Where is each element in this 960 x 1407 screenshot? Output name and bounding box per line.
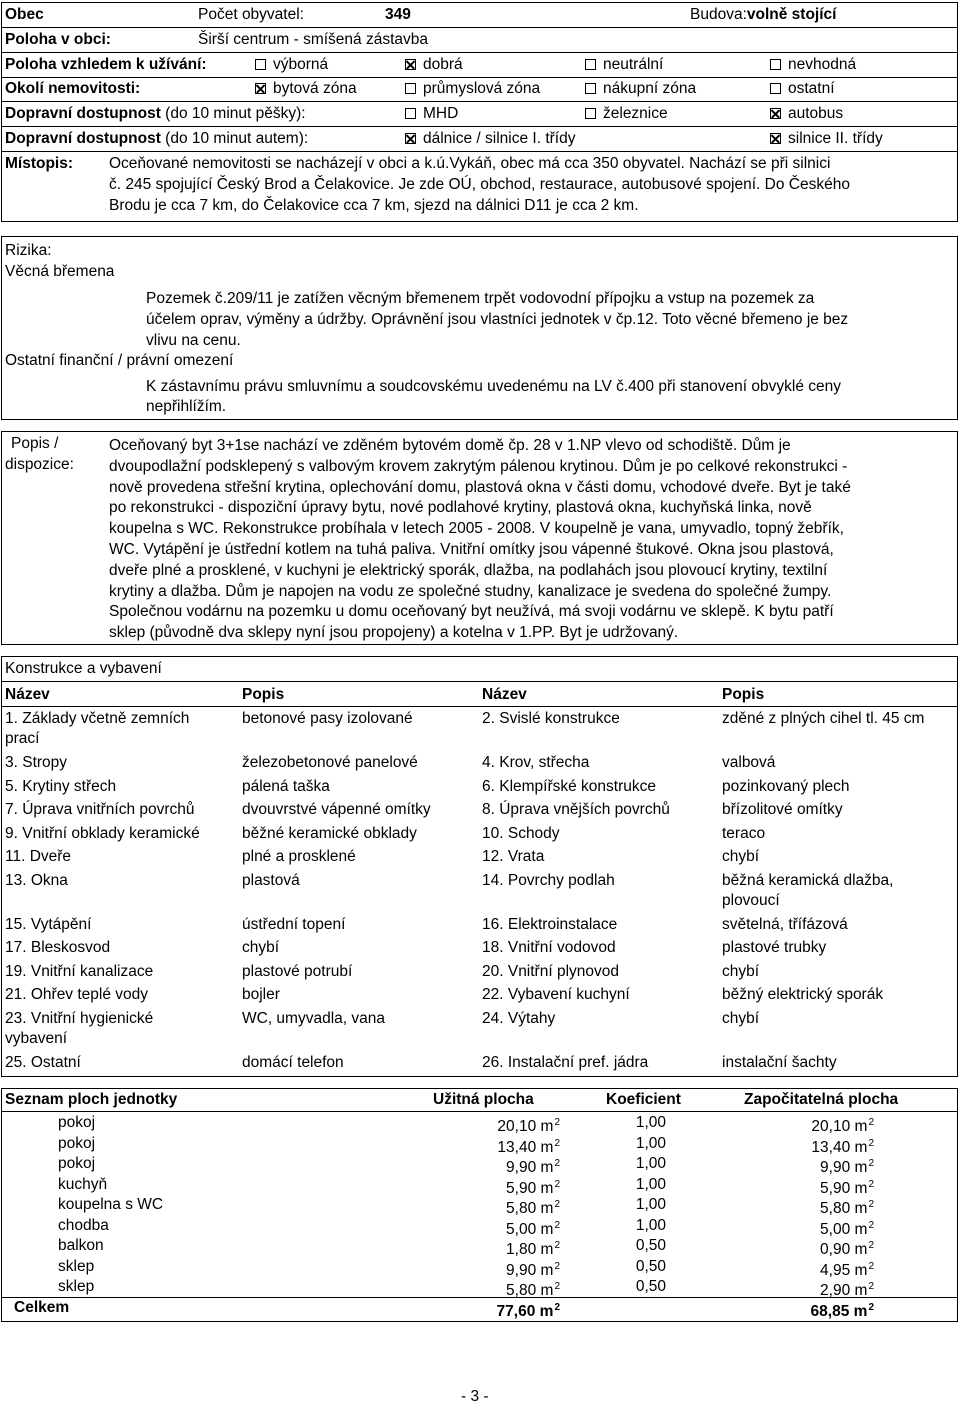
table-cell: 15. Vytápění — [5, 915, 92, 933]
checkbox-option[interactable] — [770, 55, 856, 75]
checkbox-icon[interactable] — [770, 83, 781, 94]
popis-label: Popis / — [11, 435, 59, 452]
table-cell: běžné keramické obklady — [242, 824, 417, 842]
popis-line: sklep (původně dva sklepy nyní jsou propojeny) a kotelna v 1.PP. Byt je udržovaný. — [109, 624, 679, 642]
doprava-autem-label — [5, 129, 308, 149]
checkbox-icon[interactable] — [255, 59, 266, 70]
pocet-obyvatel-value: 349 — [385, 6, 411, 23]
checkbox-option[interactable] — [405, 129, 575, 149]
checked-checkbox-icon[interactable] — [255, 83, 266, 94]
table-cell: 5. Krytiny střech — [5, 777, 117, 795]
popis-line: dvoupodlažní podsklepený s valbovým krovem zakrytým pálenou krytinou. Dům je po celkové rekonstrukci - — [109, 457, 848, 475]
budova — [690, 5, 836, 25]
table-cell: zděné z plných cihel tl. 45 cm — [722, 710, 925, 727]
checkbox-label: nákupní zóna — [603, 80, 697, 97]
plochy-total-counted-value: 68,85 — [810, 1303, 850, 1320]
unit-sup: 2 — [554, 1281, 560, 1292]
table-cell: pálená taška — [242, 777, 330, 795]
table-cell: plastové trubky — [722, 939, 827, 956]
table-row — [0, 824, 960, 848]
budova-value: volně stojící — [746, 6, 837, 23]
unit-sup: 2 — [868, 1302, 874, 1313]
table-cell: chybí — [242, 939, 280, 956]
popis-line: koupelna s WC. Rekonstrukce probíhala v letech 2005 - 2008. V koupelně je vana, umyvadlo, topný žebřík, — [109, 520, 844, 538]
okoli-label: Okolí nemovitosti: — [5, 80, 141, 97]
area-name: chodba — [58, 1216, 109, 1234]
area-name: pokoj — [58, 1155, 96, 1172]
unit-sup: 2 — [868, 1281, 874, 1292]
unit-sup: 2 — [554, 1219, 560, 1231]
konstrukce-title: Konstrukce a vybavení — [5, 660, 162, 677]
plochy-header-zapocitatelna: Započitatelná plocha — [744, 1091, 899, 1108]
table-cell: 12. Vrata — [482, 848, 545, 865]
checkbox-label: průmyslová zóna — [423, 80, 541, 97]
table-cell: vybavení — [5, 1029, 68, 1047]
unit: m — [854, 1138, 868, 1156]
checkbox-label: výborná — [273, 56, 329, 73]
table-cell: světelná, třífázová — [722, 915, 848, 933]
table-cell: 25. Ostatní — [5, 1053, 81, 1071]
plochy-header-uzitna: Užitná plocha — [433, 1091, 534, 1108]
plochy-total-area-value: 77,60 — [496, 1303, 536, 1320]
popis-line: krytiny a dlažba. Dům je napojen na vodu ze společné studny, kanalizace je svedena do společné žumpy. — [109, 582, 832, 600]
table-row — [0, 962, 960, 986]
table-row — [0, 1257, 960, 1277]
popis-line: Společnou vodárnu na pozemku u domu oceňovaný byt neužívá, má svoji vodárnu ve sklepě. K bytu patří — [109, 603, 834, 621]
obec-label: Obec — [5, 6, 44, 23]
coefficient: 0,50 — [635, 1278, 666, 1295]
area-name: kuchyň — [58, 1175, 108, 1193]
checkbox-label: dobrá — [423, 56, 463, 73]
unit-sup: 2 — [868, 1199, 874, 1210]
table-cell: plastová — [242, 871, 300, 889]
coefficient: 1,00 — [635, 1134, 666, 1152]
table-cell: 17. Bleskosvod — [5, 939, 111, 956]
pocet-obyvatel-label: Počet obyvatel: — [198, 6, 304, 23]
table-row — [0, 777, 960, 801]
doprava-autem-rest: (do 10 minut autem): — [160, 130, 309, 147]
counted-number: 5,90 — [820, 1179, 851, 1197]
table-cell: 24. Výtahy — [482, 1009, 556, 1027]
divider — [1, 77, 958, 78]
coefficient: 1,00 — [635, 1175, 666, 1193]
unit-sup: 2 — [554, 1240, 560, 1251]
checkbox-icon[interactable] — [770, 59, 781, 70]
divider — [1, 681, 958, 682]
page-number: - 3 - — [461, 1388, 489, 1405]
table-cell: 13. Okna — [5, 871, 68, 889]
checkbox-option[interactable] — [770, 104, 843, 124]
counted-number: 20,10 — [811, 1118, 851, 1135]
mistopis-line: č. 245 spojující Český Brod a Čelakovice. Je zde OÚ, obchod, restaurace, autobusové spojení. Do Českého — [109, 176, 850, 193]
ostatni-omezeni-label: Ostatní finanční / právní omezení — [5, 352, 234, 369]
checkbox-option[interactable] — [405, 55, 463, 75]
vecna-bremena-line: vlivu na cenu. — [146, 332, 241, 349]
area-name: pokoj — [58, 1114, 96, 1131]
table-cell: chybí — [722, 848, 760, 865]
ostatni-omezeni-line: K zástavnímu právu smluvnímu a soudcovskému uvedenému na LV č.400 při stanovení obvyklé ceny — [146, 378, 841, 395]
plochy-total-counted — [750, 1298, 874, 1322]
counted-number: 4,95 — [820, 1261, 851, 1279]
counted-number: 9,90 — [820, 1159, 851, 1176]
table-cell: pozinkovaný plech — [722, 777, 850, 795]
mistopis-label: Místopis: — [5, 155, 74, 172]
plochy-header-seznam: Seznam ploch jednotky — [5, 1091, 178, 1108]
table-row — [0, 1053, 960, 1077]
unit-sup: 2 — [554, 1178, 560, 1190]
divider — [1, 27, 958, 28]
counted-number: 13,40 — [811, 1138, 851, 1156]
unit-sup: 2 — [868, 1240, 874, 1251]
table-cell: 16. Elektroinstalace — [482, 915, 618, 933]
vecna-bremena-line: Pozemek č.209/11 je zatížen věcným břemenem trpět vodovodní přípojku a vstup na pozemek za — [146, 290, 815, 307]
table-cell: 3. Stropy — [5, 754, 68, 771]
popis-line: Oceňovaný byt 3+1se nachází ve zděném bytovém domě čp. 28 v 1.NP vlevo od schodiště. Dům je — [109, 437, 791, 454]
table-cell: plovoucí — [722, 891, 780, 909]
vzhledem-label: Poloha vzhledem k užívání: — [5, 56, 207, 73]
ostatni-omezeni-line: nepřihlížím. — [146, 398, 227, 415]
table-cell: běžná keramická dlažba, — [722, 871, 894, 889]
table-cell: instalační šachty — [722, 1053, 837, 1071]
table-row — [0, 1195, 960, 1215]
rizika-title: Rizika: — [5, 242, 52, 259]
unit-sup: 2 — [554, 1302, 560, 1313]
table-cell: 22. Vybavení kuchyní — [482, 986, 630, 1003]
popis-line: dveře plné a prosklené, v kuchyni je elektrický sporák, dlažba, na podlahách jsou plovoucí krytiny, textilní — [109, 561, 828, 579]
table-cell: ústřední topení — [242, 915, 346, 933]
table-cell: WC, umyvadla, vana — [242, 1009, 385, 1027]
unit-sup: 2 — [868, 1178, 874, 1190]
table-cell: 11. Dveře — [5, 848, 72, 865]
konstrukce-header-popis: Popis — [242, 686, 285, 703]
checkbox-label: bytová zóna — [273, 80, 357, 97]
checkbox-label: MHD — [423, 105, 459, 122]
doprava-pesky-rest: (do 10 minut pěšky): — [160, 105, 306, 122]
divider — [1, 52, 958, 53]
checked-checkbox-icon[interactable] — [770, 133, 781, 144]
coefficient: 1,00 — [635, 1216, 666, 1234]
checkbox-option[interactable] — [585, 79, 696, 99]
table-row — [0, 1009, 960, 1053]
table-row — [0, 1154, 960, 1174]
table-cell: břízolitové omítky — [722, 801, 843, 818]
doprava-pesky-bold: Dopravní dostupnost — [5, 105, 161, 122]
popis-line: WC. Vytápění je ústřední kotlem na tuhá paliva. Vnitřní omítky jsou vápenné štukové. Okna jsou plastová, — [109, 541, 834, 558]
table-cell: 26. Instalační pref. jádra — [482, 1053, 649, 1071]
table-row — [0, 1216, 960, 1236]
table-cell: dvouvrstvé vápenné omítky — [242, 801, 431, 818]
area-name: sklep — [58, 1278, 95, 1295]
checkbox-label: autobus — [788, 105, 844, 122]
area-name: pokoj — [58, 1134, 96, 1152]
unit: m — [854, 1282, 868, 1299]
area-name: balkon — [58, 1237, 104, 1254]
table-row — [0, 800, 960, 824]
divider — [1, 1111, 958, 1112]
counted-number: 5,00 — [820, 1220, 851, 1238]
table-row — [0, 915, 960, 939]
table-row — [0, 709, 960, 753]
unit-sup: 2 — [868, 1117, 874, 1128]
table-cell: železobetonové panelové — [242, 754, 418, 771]
checked-checkbox-icon[interactable] — [405, 59, 416, 70]
table-cell: teraco — [722, 824, 766, 842]
coefficient: 0,50 — [635, 1257, 666, 1275]
checkbox-option[interactable] — [405, 104, 458, 124]
table-cell: 1. Základy včetně zemních — [5, 710, 190, 727]
budova-label: Budova: — [690, 6, 747, 23]
area-number: 5,00 — [506, 1220, 537, 1238]
doprava-pesky-label — [5, 104, 306, 124]
unit: m — [540, 1159, 554, 1176]
table-cell: 10. Schody — [482, 824, 560, 842]
area-name: sklep — [58, 1257, 95, 1275]
checkbox-icon[interactable] — [405, 108, 416, 119]
area-number: 9,90 — [506, 1159, 537, 1176]
table-row — [0, 1175, 960, 1195]
unit-sup: 2 — [868, 1219, 874, 1231]
table-row — [0, 1277, 960, 1297]
poloha-value: Širší centrum - smíšená zástavba — [198, 31, 428, 48]
divider — [1, 101, 958, 102]
checkbox-label: dálnice / silnice I. třídy — [423, 130, 576, 147]
table-row — [0, 1236, 960, 1256]
checkbox-option[interactable] — [585, 55, 663, 75]
table-row — [0, 938, 960, 962]
divider — [1, 706, 958, 707]
table-row — [0, 753, 960, 777]
area-number: 5,80 — [506, 1282, 537, 1299]
popis-line: po rekonstrukci - dispoziční úpravy bytu, nové podlahové krytiny, plastová okna, kuchyňská linka, nově — [109, 499, 812, 517]
checkbox-label: železnice — [603, 105, 668, 122]
table-cell: 23. Vnitřní hygienické — [5, 1009, 154, 1027]
poloha-label: Poloha v obci: — [5, 31, 111, 48]
mistopis-line: Brodu je cca 7 km, do Čelakovice cca 7 km, sjezd na dálnici D11 je cca 2 km. — [109, 197, 639, 214]
checkbox-option[interactable] — [770, 79, 835, 99]
table-cell: 7. Úprava vnitřních povrchů — [5, 801, 195, 818]
checkbox-option[interactable] — [770, 129, 883, 149]
unit: m — [540, 1241, 554, 1258]
unit-sup: 2 — [554, 1260, 560, 1272]
coefficient: 1,00 — [635, 1196, 666, 1213]
checkbox-option[interactable] — [255, 55, 328, 75]
unit: m — [854, 1159, 868, 1176]
checkbox-icon[interactable] — [585, 108, 596, 119]
dispozice-label: dispozice: — [5, 456, 74, 473]
unit: m — [539, 1303, 554, 1320]
unit-sup: 2 — [554, 1137, 560, 1149]
table-cell: valbová — [722, 754, 776, 771]
unit: m — [854, 1241, 868, 1258]
table-cell: chybí — [722, 1009, 760, 1027]
popis-line: nově provedena střešní krytina, oplechování domu, plastová okna v části domu, vchodové dveře. Byt je také — [109, 478, 851, 496]
area-number: 1,80 — [506, 1241, 537, 1258]
unit: m — [854, 1179, 868, 1197]
table-row — [0, 871, 960, 915]
unit-sup: 2 — [554, 1199, 560, 1210]
checkbox-icon[interactable] — [585, 83, 596, 94]
unit-sup: 2 — [868, 1158, 874, 1169]
table-cell: 21. Ohřev teplé vody — [5, 986, 149, 1003]
table-cell: 4. Krov, střecha — [482, 754, 590, 771]
unit: m — [540, 1220, 554, 1238]
checkbox-label: silnice II. třídy — [788, 130, 883, 147]
table-row — [0, 985, 960, 1009]
area-number: 5,90 — [506, 1179, 537, 1197]
unit: m — [540, 1138, 554, 1156]
coefficient: 1,00 — [635, 1155, 666, 1172]
unit-sup: 2 — [868, 1260, 874, 1272]
table-cell: plné a prosklené — [242, 848, 356, 865]
unit: m — [540, 1282, 554, 1299]
unit: m — [540, 1179, 554, 1197]
checkbox-option[interactable] — [405, 79, 540, 99]
konstrukce-header-popis-2: Popis — [722, 686, 765, 703]
vecna-bremena-line: účelem oprav, výměny a údržby. Oprávnění jsou vlastníci jednotek v čp.12. Toto věcné břemeno je bez — [146, 311, 849, 328]
unit: m — [854, 1118, 868, 1135]
plochy-header-koeficient: Koeficient — [606, 1091, 681, 1108]
table-cell: 18. Vnitřní vodovod — [482, 939, 616, 956]
area-number: 9,90 — [506, 1261, 537, 1279]
table-cell: běžný elektrický sporák — [722, 986, 884, 1003]
unit: m — [540, 1200, 554, 1217]
checked-checkbox-icon[interactable] — [770, 108, 781, 119]
table-cell: chybí — [722, 962, 760, 980]
checkbox-label: ostatní — [788, 80, 835, 97]
counted-number: 5,80 — [820, 1200, 851, 1217]
unit: m — [853, 1303, 868, 1320]
table-cell: domácí telefon — [242, 1053, 344, 1071]
counted-number: 2,90 — [820, 1282, 851, 1299]
checkbox-icon[interactable] — [405, 83, 416, 94]
area-name: koupelna s WC — [58, 1196, 164, 1213]
mistopis-line: Oceňované nemovitosti se nacházejí v obci a k.ú.Vykáň, obec má cca 350 obyvatel. Nachází se při silnici — [109, 155, 831, 172]
table-cell: 14. Povrchy podlah — [482, 871, 615, 889]
unit-sup: 2 — [868, 1137, 874, 1149]
table-row — [0, 1134, 960, 1154]
area-number: 5,80 — [506, 1200, 537, 1217]
plochy-total-label: Celkem — [14, 1299, 70, 1316]
table-row — [0, 1113, 960, 1133]
checkbox-icon[interactable] — [585, 59, 596, 70]
checkbox-option[interactable] — [585, 104, 668, 124]
unit: m — [854, 1220, 868, 1238]
vecna-bremena-label: Věcná břemena — [5, 263, 115, 280]
table-cell: bojler — [242, 986, 280, 1003]
checkbox-label: nevhodná — [788, 56, 857, 73]
unit-sup: 2 — [554, 1117, 560, 1128]
divider — [1, 151, 958, 152]
table-cell: plastové potrubí — [242, 962, 353, 980]
counted-number: 0,90 — [820, 1241, 851, 1258]
unit-sup: 2 — [554, 1158, 560, 1169]
table-cell: 2. Svislé konstrukce — [482, 710, 620, 727]
table-cell: prací — [5, 730, 40, 747]
unit: m — [540, 1261, 554, 1279]
table-cell: 8. Úprava vnějších povrchů — [482, 801, 670, 818]
area-number: 13,40 — [497, 1138, 537, 1156]
table-cell: 9. Vnitřní obklady keramické — [5, 824, 200, 842]
area-number: 20,10 — [497, 1118, 537, 1135]
checkbox-label: neutrální — [603, 56, 664, 73]
unit: m — [854, 1200, 868, 1217]
plochy-total-area — [440, 1298, 560, 1322]
checked-checkbox-icon[interactable] — [405, 133, 416, 144]
konstrukce-header-nazev-2: Název — [482, 686, 527, 703]
unit: m — [540, 1118, 554, 1135]
table-cell: 6. Klempířské konstrukce — [482, 777, 657, 795]
coefficient: 1,00 — [635, 1114, 666, 1131]
doprava-autem-bold: Dopravní dostupnost — [5, 130, 161, 147]
table-cell: 20. Vnitřní plynovod — [482, 962, 620, 980]
konstrukce-header-nazev: Název — [5, 686, 50, 703]
coefficient: 0,50 — [635, 1237, 666, 1254]
table-cell: betonové pasy izolované — [242, 710, 413, 727]
divider — [1, 126, 958, 127]
checkbox-option[interactable] — [255, 79, 357, 99]
unit: m — [854, 1261, 868, 1279]
table-cell: 19. Vnitřní kanalizace — [5, 962, 154, 980]
table-row — [0, 847, 960, 871]
